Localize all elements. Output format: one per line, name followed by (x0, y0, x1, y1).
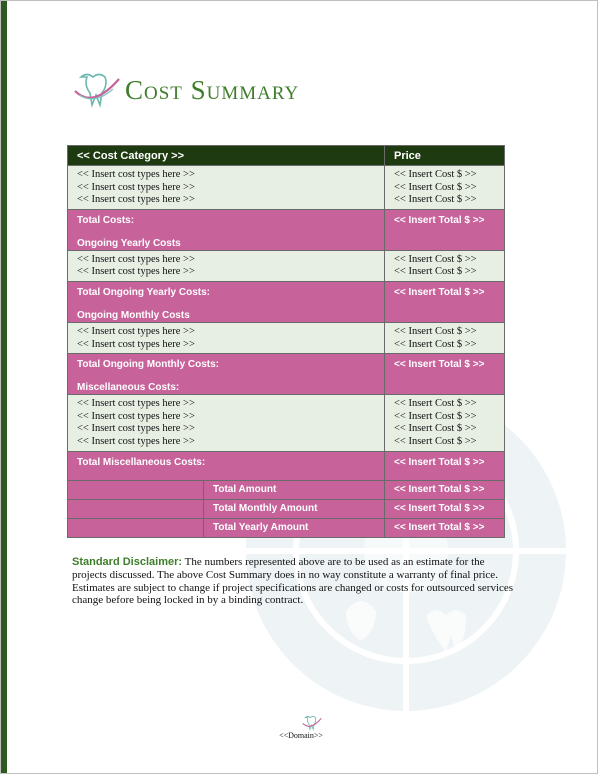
header-cost-category: << Cost Category >> (68, 146, 385, 166)
cost-type-line: << Insert cost types here >> (77, 410, 195, 422)
cost-price-line: << Insert Cost $ >> (394, 398, 477, 410)
cost-type-line: << Insert cost types here >> (77, 194, 195, 206)
summary-spacer-cell (68, 480, 204, 499)
section-total-cell (68, 281, 385, 322)
cost-price-cell (385, 250, 505, 281)
disclaimer-text: The numbers represented above are to be used as an estimate for the projects discussed. The above Cost Summary does in no way constitute a warranty of final price. Estimates are subject to change if project specifications are changed or costs for outsourced services change before being locked in by a binding contract. (72, 556, 514, 607)
left-accent-bar (1, 1, 7, 774)
cost-price-line: << Insert Cost $ >> (394, 266, 477, 278)
disclaimer-label: Standard Disclaimer: (72, 556, 183, 568)
section-total-value (385, 451, 505, 480)
cost-price-line: << Insert Cost $ >> (394, 338, 477, 350)
section-total-value (385, 209, 505, 250)
cost-type-line: << Insert cost types here >> (77, 435, 195, 447)
cost-items-row (68, 166, 505, 210)
cost-price-cell (385, 322, 505, 353)
section-total-cell (68, 209, 385, 250)
cost-price-cell (385, 166, 505, 210)
cost-type-cell (68, 322, 385, 353)
tooth-smile-logo-icon (71, 71, 123, 109)
table-header-row (68, 146, 505, 166)
section-total-row (68, 354, 505, 395)
section-total-value (385, 281, 505, 322)
footer-domain: <<Domain>> (279, 731, 323, 740)
cost-type-line: << Insert cost types here >> (77, 325, 195, 337)
section-heading: Ongoing Monthly Costs (77, 309, 190, 321)
section-total-row (68, 281, 505, 322)
cost-items-row (68, 395, 505, 451)
summary-value: << Insert Total $ >> (385, 518, 505, 537)
summary-spacer-cell (68, 518, 204, 537)
section-total-value-text: << Insert Total $ >> (394, 286, 485, 298)
cost-type-line: << Insert cost types here >> (77, 338, 195, 350)
cost-price-cell (385, 395, 505, 451)
cost-type-cell (68, 166, 385, 210)
summary-value: << Insert Total $ >> (385, 499, 505, 518)
cost-price-line: << Insert Cost $ >> (394, 169, 477, 180)
cost-type-line: << Insert cost types here >> (77, 181, 195, 193)
cost-type-line: << Insert cost types here >> (77, 398, 195, 410)
section-total-value-text: << Insert Total $ >> (394, 214, 485, 226)
section-total-value (385, 354, 505, 395)
summary-row (68, 480, 505, 499)
cost-price-line: << Insert Cost $ >> (394, 435, 477, 447)
section-total-row (68, 451, 505, 480)
cost-type-line: << Insert cost types here >> (77, 266, 195, 278)
cost-type-line: << Insert cost types here >> (77, 423, 195, 435)
summary-row (68, 499, 505, 518)
section-total-label: Total Costs: (77, 214, 135, 226)
summary-spacer-cell (68, 499, 204, 518)
cost-items-row (68, 322, 505, 353)
summary-value: << Insert Total $ >> (385, 480, 505, 499)
section-total-row (68, 209, 505, 250)
section-heading: Miscellaneous Costs: (77, 382, 180, 394)
cost-items-row (68, 250, 505, 281)
section-total-cell (68, 451, 385, 480)
section-total-label: Total Miscellaneous Costs: (77, 456, 206, 468)
summary-label: Total Monthly Amount (204, 499, 385, 518)
section-total-label: Total Ongoing Monthly Costs: (77, 359, 220, 371)
cost-price-line: << Insert Cost $ >> (394, 423, 477, 435)
cost-price-line: << Insert Cost $ >> (394, 253, 477, 265)
cost-type-line: << Insert cost types here >> (77, 253, 195, 265)
summary-label: Total Yearly Amount (204, 518, 385, 537)
cost-price-line: << Insert Cost $ >> (394, 181, 477, 193)
cost-summary-table (67, 145, 505, 538)
cost-price-line: << Insert Cost $ >> (394, 410, 477, 422)
summary-row (68, 518, 505, 537)
standard-disclaimer (72, 556, 522, 607)
cost-type-cell (68, 395, 385, 451)
section-total-value-text: << Insert Total $ >> (394, 456, 485, 468)
cost-price-line: << Insert Cost $ >> (394, 325, 477, 337)
section-total-value-text: << Insert Total $ >> (394, 359, 485, 371)
summary-label: Total Amount (204, 480, 385, 499)
footer-logo-icon (301, 715, 323, 731)
cost-price-line: << Insert Cost $ >> (394, 194, 477, 206)
section-total-label: Total Ongoing Yearly Costs: (77, 286, 210, 298)
header-price: Price (385, 146, 505, 166)
cost-type-cell (68, 250, 385, 281)
page-title: Cost Summary (125, 75, 300, 105)
section-heading: Ongoing Yearly Costs (77, 237, 181, 249)
section-total-cell (68, 354, 385, 395)
cost-type-line: << Insert cost types here >> (77, 169, 195, 180)
